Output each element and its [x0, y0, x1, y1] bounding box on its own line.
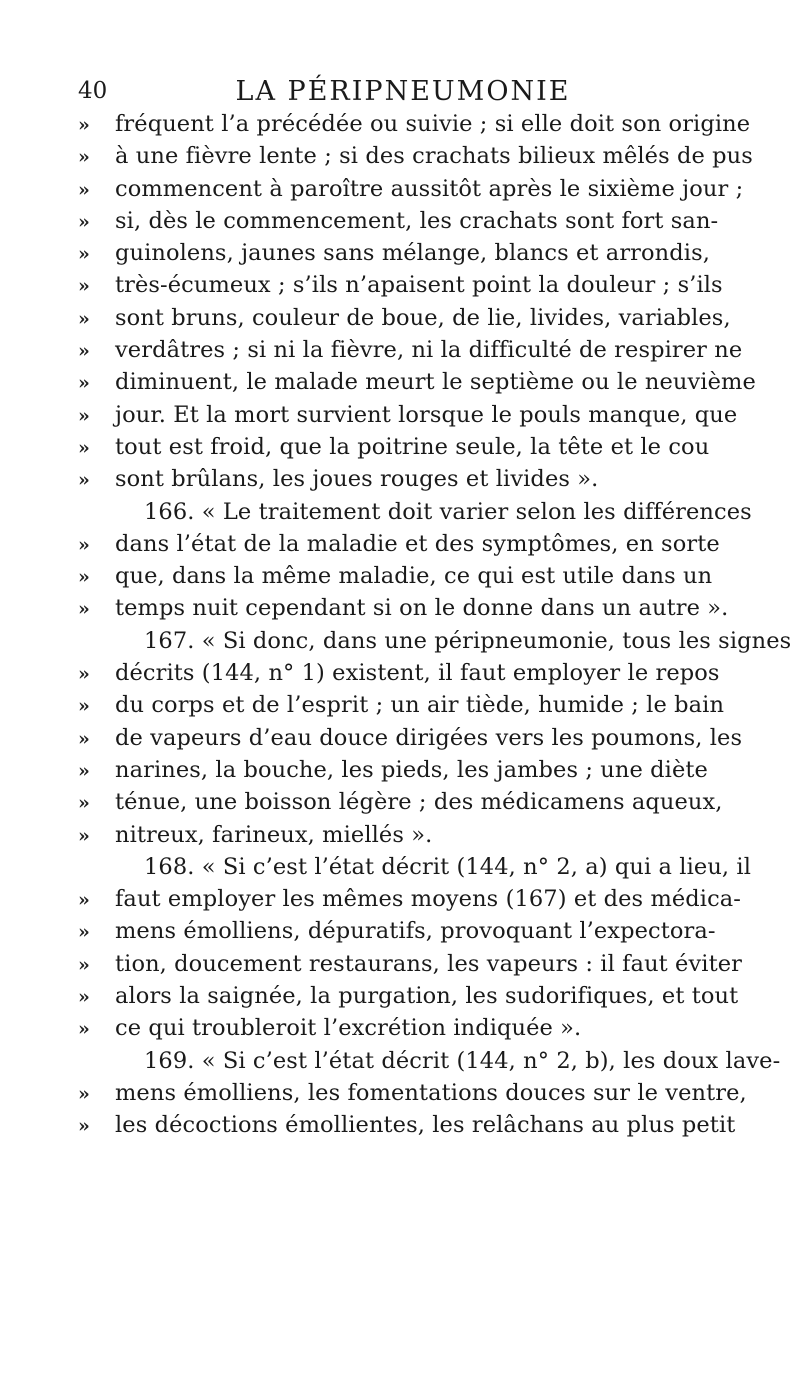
- text-line: [78, 463, 798, 495]
- text-line: [78, 1109, 798, 1141]
- quote-mark: »: [78, 695, 90, 718]
- quote-mark: »: [78, 114, 90, 136]
- text-line: [78, 689, 798, 721]
- line-text: de vapeurs d’eau douce dirigées vers les poumons, les: [115, 724, 743, 751]
- paragraph-first-line: [78, 851, 798, 883]
- line-text: sont bruns, couleur de boue, de lie, livides, variables,: [115, 304, 731, 331]
- text-line: [78, 722, 798, 754]
- text-line: [78, 819, 798, 851]
- line-text: 169. « Si c’est l’état décrit (144, n° 2, b), les doux lave-: [144, 1047, 781, 1074]
- line-text: alors la saignée, la purgation, les sudorifiques, et tout: [115, 983, 739, 1010]
- text-line: [78, 883, 798, 915]
- line-text: tion, doucement restaurans, les vapeurs : il faut éviter: [115, 950, 742, 977]
- line-text: ce qui troubleroit l’excrétion indiquée ».: [115, 1015, 582, 1042]
- line-text: verdâtres ; si ni la fièvre, ni la difficulté de respirer ne: [115, 337, 743, 364]
- text-line: [78, 173, 798, 205]
- text-line: [78, 1077, 798, 1109]
- quote-mark: »: [78, 727, 90, 750]
- text-line: [78, 948, 798, 980]
- text-line: [78, 592, 798, 624]
- quote-mark: »: [78, 1018, 90, 1041]
- paragraph-first-line: [78, 625, 798, 657]
- quote-mark: »: [78, 1115, 90, 1138]
- line-text: mens émolliens, les fomentations douces sur le ventre,: [115, 1079, 747, 1106]
- text-line: [78, 269, 798, 301]
- text-line: [78, 786, 798, 818]
- quote-mark: »: [78, 404, 90, 427]
- line-text: 166. « Le traitement doit varier selon les différences: [144, 498, 752, 525]
- line-text: à une fièvre lente ; si des crachats bilieux mêlés de pus: [115, 143, 753, 170]
- text-line: [78, 302, 798, 334]
- line-text: guinolens, jaunes sans mélange, blancs et arrondis,: [115, 240, 710, 267]
- quote-mark: »: [78, 146, 90, 169]
- line-text: 167. « Si donc, dans une péripneumonie, tous les signes: [144, 627, 792, 654]
- text-line: [78, 399, 798, 431]
- line-text: ténue, une boisson légère ; des médicamens aqueux,: [115, 789, 723, 816]
- line-text: sont brûlans, les joues rouges et livides ».: [115, 466, 599, 493]
- text-line: [78, 915, 798, 947]
- quote-mark: »: [78, 275, 90, 298]
- quote-mark: »: [78, 533, 90, 556]
- page-header: [78, 72, 698, 112]
- paragraph-first-line: [78, 1045, 798, 1077]
- line-text: très-écumeux ; s’ils n’apaisent point la douleur ; s’ils: [115, 272, 723, 299]
- page-number: 40: [78, 78, 108, 104]
- quote-mark: »: [78, 824, 90, 847]
- line-text: les décoctions émollientes, les relâchans au plus petit: [115, 1112, 736, 1139]
- text-line: [78, 657, 798, 689]
- line-text: mens émolliens, dépuratifs, provoquant l’expectora-: [115, 918, 716, 945]
- quote-mark: »: [78, 663, 90, 686]
- quote-mark: »: [78, 210, 90, 233]
- quote-mark: »: [78, 372, 90, 395]
- line-text: fréquent l’a précédée ou suivie ; si elle doit son origine: [115, 111, 751, 137]
- text-line: [78, 205, 798, 237]
- text-line: [78, 334, 798, 366]
- quote-mark: »: [78, 792, 90, 815]
- line-text: commencent à paroître aussitôt après le sixième jour ;: [115, 175, 744, 202]
- quote-mark: »: [78, 1082, 90, 1105]
- paragraph-first-line: [78, 496, 798, 528]
- line-text: si, dès le commencement, les crachats sont fort san-: [115, 207, 719, 234]
- text-line: [78, 366, 798, 398]
- text-line: [78, 980, 798, 1012]
- text-line: [78, 237, 798, 269]
- line-text: 168. « Si c’est l’état décrit (144, n° 2, a) qui a lieu, il: [144, 853, 752, 880]
- body-text: [78, 108, 798, 1142]
- quote-mark: »: [78, 986, 90, 1009]
- line-text: nitreux, farineux, miellés ».: [115, 821, 433, 848]
- text-line: [78, 528, 798, 560]
- quote-mark: »: [78, 759, 90, 782]
- text-line: [78, 560, 798, 592]
- quote-mark: »: [78, 921, 90, 944]
- line-text: dans l’état de la maladie et des symptômes, en sorte: [115, 530, 720, 557]
- running-title: LA PÉRIPNEUMONIE: [235, 76, 571, 107]
- text-line: [78, 1012, 798, 1044]
- text-line: [78, 108, 798, 140]
- text-line: [78, 431, 798, 463]
- line-text: que, dans la même maladie, ce qui est utile dans un: [115, 563, 713, 590]
- line-text: décrits (144, n° 1) existent, il faut employer le repos: [115, 660, 720, 687]
- quote-mark: »: [78, 307, 90, 330]
- line-text: faut employer les mêmes moyens (167) et des médica-: [115, 886, 742, 913]
- quote-mark: »: [78, 243, 90, 266]
- quote-mark: »: [78, 178, 90, 201]
- line-text: du corps et de l’esprit ; un air tiède, humide ; le bain: [115, 692, 725, 719]
- line-text: temps nuit cependant si on le donne dans un autre ».: [115, 595, 729, 622]
- line-text: narines, la bouche, les pieds, les jambes ; une diète: [115, 756, 708, 783]
- line-text: diminuent, le malade meurt le septième ou le neuvième: [115, 369, 756, 396]
- quote-mark: »: [78, 436, 90, 459]
- quote-mark: »: [78, 566, 90, 589]
- text-line: [78, 754, 798, 786]
- quote-mark: »: [78, 340, 90, 363]
- text-line: [78, 140, 798, 172]
- quote-mark: »: [78, 598, 90, 621]
- line-text: jour. Et la mort survient lorsque le pouls manque, que: [115, 401, 738, 428]
- quote-mark: »: [78, 469, 90, 492]
- quote-mark: »: [78, 953, 90, 976]
- line-text: tout est froid, que la poitrine seule, la tête et le cou: [115, 433, 710, 460]
- quote-mark: »: [78, 889, 90, 912]
